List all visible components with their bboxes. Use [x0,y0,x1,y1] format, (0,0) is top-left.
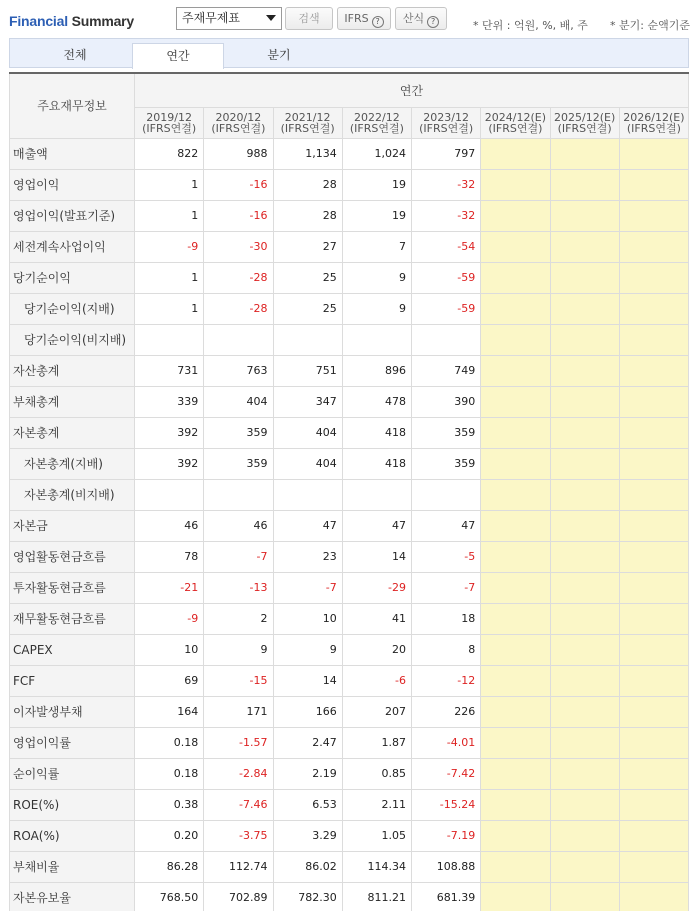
row-label[interactable]: 세전계속사업이익 [10,231,135,262]
table-cell [619,231,688,262]
row-label[interactable]: 자산총계 [10,355,135,386]
table-cell: 404 [273,448,342,479]
table-cell [550,882,619,911]
table-cell: 46 [204,510,273,541]
table-row [10,355,689,386]
table-cell [550,448,619,479]
table-cell [550,820,619,851]
period-year: 2024/12(E) [484,110,546,124]
table-cell: -12 [412,665,481,696]
table-cell [619,510,688,541]
select-value: 주재무제표 [182,11,240,25]
period-basis: (IFRS연결) [280,121,335,135]
table-cell [481,417,550,448]
table-cell: 19 [342,169,411,200]
financial-summary-table [9,72,689,911]
table-cell [412,479,481,510]
table-cell: 2.11 [342,789,411,820]
period-header [412,107,481,138]
table-cell [481,727,550,758]
row-label[interactable]: 당기순이익 [10,262,135,293]
table-cell: 8 [412,634,481,665]
row-label: 자본총계(지배) [10,448,135,479]
table-cell: 14 [273,665,342,696]
table-cell: 226 [412,696,481,727]
table-cell [481,262,550,293]
row-label[interactable]: 부채비율 [10,851,135,882]
table-cell: -21 [135,572,204,603]
table-cell: 164 [135,696,204,727]
table-cell: 768.50 [135,882,204,911]
table-cell: -15 [204,665,273,696]
table-cell: 108.88 [412,851,481,882]
row-label[interactable]: 자본유보율 [10,882,135,911]
table-cell: -7 [204,541,273,572]
table-cell: -32 [412,169,481,200]
period-header [273,107,342,138]
period-header [342,107,411,138]
row-label: 당기순이익(지배) [10,293,135,324]
table-cell: 392 [135,448,204,479]
row-label[interactable]: 이자발생부채 [10,696,135,727]
table-cell: 207 [342,696,411,727]
table-cell: 347 [273,386,342,417]
ifrs-help-button[interactable] [337,7,391,30]
table-cell: -28 [204,262,273,293]
table-cell: 359 [204,417,273,448]
table-cell: -7 [412,572,481,603]
table-cell [550,262,619,293]
table-cell [619,634,688,665]
table-cell [481,882,550,911]
period-tabs [9,38,689,68]
table-cell [619,324,688,355]
period-basis: (IFRS연결) [349,121,404,135]
table-cell: 822 [135,138,204,169]
title-part2: Summary [71,13,135,29]
table-row [10,541,689,572]
table-cell: -59 [412,293,481,324]
table-cell [481,293,550,324]
table-row [10,789,689,820]
table-cell [204,324,273,355]
table-cell [619,603,688,634]
table-cell: 23 [273,541,342,572]
table-cell [481,479,550,510]
table-cell [619,262,688,293]
table-cell [619,851,688,882]
row-label[interactable]: 영업이익(발표기준) [10,200,135,231]
table-cell [550,758,619,789]
tab-quarterly[interactable]: 분기 [267,48,291,62]
table-cell [619,448,688,479]
period-header [481,107,550,138]
table-cell [481,541,550,572]
table-cell [550,572,619,603]
chevron-down-icon [266,15,276,21]
tab-annual[interactable]: 연간 [132,43,224,69]
quarter-note: * 분기: 순액기준 [610,19,690,32]
table-cell [619,727,688,758]
table-cell: 14 [342,541,411,572]
table-cell [412,324,481,355]
row-label[interactable]: 투자활동현금흐름 [10,572,135,603]
table-cell [550,386,619,417]
table-cell: 797 [412,138,481,169]
table-row [10,572,689,603]
table-cell: -30 [204,231,273,262]
formula-help-button[interactable] [395,7,447,30]
table-cell [135,324,204,355]
table-cell: 46 [135,510,204,541]
table-row [10,448,689,479]
table-cell: 782.30 [273,882,342,911]
table-cell: 359 [204,448,273,479]
question-icon: ? [427,16,439,28]
row-label[interactable]: ROE(%) [10,789,135,820]
table-cell [619,200,688,231]
table-cell: 112.74 [204,851,273,882]
row-label[interactable]: FCF [10,665,135,696]
table-cell [481,169,550,200]
table-row [10,758,689,789]
table-cell: 404 [204,386,273,417]
table-cell: 681.39 [412,882,481,911]
table-cell [481,851,550,882]
table-cell [619,293,688,324]
table-cell: 731 [135,355,204,386]
table-cell: 2.47 [273,727,342,758]
table-cell [619,138,688,169]
table-cell: 20 [342,634,411,665]
row-label[interactable]: 영업이익률 [10,727,135,758]
period-year: 2021/12 [284,110,331,124]
period-basis: (IFRS연결) [488,121,543,135]
table-row [10,820,689,851]
table-cell [481,324,550,355]
table-cell [135,479,204,510]
table-cell: -5 [412,541,481,572]
period-year: 2026/12(E) [623,110,685,124]
table-cell [481,448,550,479]
table-cell: 1 [135,262,204,293]
table-cell [481,510,550,541]
table-cell: 359 [412,417,481,448]
table-cell [550,417,619,448]
table-row [10,603,689,634]
table-cell: 418 [342,448,411,479]
period-year: 2020/12 [215,110,262,124]
tab-all[interactable]: 전체 [63,48,87,62]
table-cell: 25 [273,262,342,293]
row-label[interactable]: 영업활동현금흐름 [10,541,135,572]
table-cell [204,479,273,510]
table-row [10,200,689,231]
table-row [10,510,689,541]
table-cell [550,169,619,200]
table-cell: 1 [135,169,204,200]
table-cell: 1,024 [342,138,411,169]
table-cell: 702.89 [204,882,273,911]
table-cell: 78 [135,541,204,572]
table-cell: -13 [204,572,273,603]
table-cell: 47 [342,510,411,541]
table-cell: -16 [204,169,273,200]
period-header [619,107,688,138]
table-cell: -6 [342,665,411,696]
table-cell: 9 [204,634,273,665]
table-cell [550,665,619,696]
table-cell: 9 [273,634,342,665]
toolbar [0,0,690,38]
row-label: 당기순이익(비지배) [10,324,135,355]
table-cell: 751 [273,355,342,386]
table-cell: -7.19 [412,820,481,851]
table-cell: -28 [204,293,273,324]
table-cell [550,510,619,541]
table-cell: -2.84 [204,758,273,789]
table-row [10,634,689,665]
table-row [10,696,689,727]
table-cell: 10 [273,603,342,634]
table-cell: 47 [412,510,481,541]
table-cell [342,324,411,355]
table-cell [550,851,619,882]
table-cell: 3.29 [273,820,342,851]
question-icon: ? [372,16,384,28]
row-label[interactable]: 영업이익 [10,169,135,200]
table-cell: 478 [342,386,411,417]
row-label[interactable]: 순이익률 [10,758,135,789]
table-cell: 0.18 [135,758,204,789]
period-basis: (IFRS연결) [626,121,681,135]
table-cell: 2.19 [273,758,342,789]
table-row [10,231,689,262]
table-cell [619,541,688,572]
table-cell: 418 [342,417,411,448]
table-cell: -1.57 [204,727,273,758]
table-cell: 392 [135,417,204,448]
table-row [10,262,689,293]
calc-label: 산식 [402,12,425,25]
table-cell [550,479,619,510]
period-year: 2022/12 [354,110,400,124]
table-cell: 763 [204,355,273,386]
table-cell [619,479,688,510]
table-cell [550,696,619,727]
period-header [135,107,204,138]
table-cell: -9 [135,231,204,262]
table-cell [619,572,688,603]
table-cell: 404 [273,417,342,448]
table-cell: 114.34 [342,851,411,882]
table-cell [481,386,550,417]
table-cell [619,696,688,727]
table-cell [550,634,619,665]
unit-note: * 단위 : 억원, %, 배, 주 [473,19,588,32]
table-cell: 86.28 [135,851,204,882]
table-cell [619,417,688,448]
table-cell: 0.20 [135,820,204,851]
table-cell: -9 [135,603,204,634]
table-cell [273,324,342,355]
table-cell [481,572,550,603]
table-cell: 0.85 [342,758,411,789]
group-label-annual: 연간 [135,73,689,107]
table-cell [481,231,550,262]
table-cell: -3.75 [204,820,273,851]
row-label: 자본총계(비지배) [10,479,135,510]
table-cell: 390 [412,386,481,417]
period-basis: (IFRS연결) [557,121,612,135]
period-header [550,107,619,138]
table-row [10,665,689,696]
title-part1: Financial [9,13,68,29]
table-row [10,851,689,882]
table-cell: 811.21 [342,882,411,911]
table-cell [619,789,688,820]
table-cell [481,665,550,696]
table-cell: -7 [273,572,342,603]
table-cell [481,355,550,386]
table-cell [481,820,550,851]
table-cell: 988 [204,138,273,169]
table-cell [550,324,619,355]
table-cell: 28 [273,200,342,231]
table-row [10,138,689,169]
period-year: 2023/12 [423,110,469,124]
table-cell: 171 [204,696,273,727]
table-row [10,727,689,758]
table-cell: -7.46 [204,789,273,820]
period-basis: (IFRS연결) [142,121,197,135]
table-cell: 1,134 [273,138,342,169]
table-cell [481,696,550,727]
search-button[interactable]: 검색 [285,7,333,30]
table-cell: 25 [273,293,342,324]
table-cell [481,789,550,820]
row-label[interactable]: ROA(%) [10,820,135,851]
table-cell: 339 [135,386,204,417]
table-cell: -29 [342,572,411,603]
period-basis: (IFRS연결) [211,121,266,135]
table-cell: 1.87 [342,727,411,758]
table-cell [550,541,619,572]
table-cell: 166 [273,696,342,727]
table-cell [619,169,688,200]
table-cell: 41 [342,603,411,634]
table-cell [619,820,688,851]
table-cell: 27 [273,231,342,262]
table-cell: 7 [342,231,411,262]
table-cell: 1 [135,200,204,231]
table-cell [481,634,550,665]
table-cell [550,727,619,758]
table-cell [481,603,550,634]
page-title [9,13,134,29]
table-cell: 359 [412,448,481,479]
row-label[interactable]: CAPEX [10,634,135,665]
table-row [10,386,689,417]
table-cell: 18 [412,603,481,634]
table-cell [273,479,342,510]
row-label[interactable]: 부채총계 [10,386,135,417]
table-cell [550,231,619,262]
table-row [10,417,689,448]
table-cell: -59 [412,262,481,293]
period-basis: (IFRS연결) [419,121,474,135]
table-cell [481,758,550,789]
table-cell: 10 [135,634,204,665]
table-cell: 69 [135,665,204,696]
row-label[interactable]: 재무활동현금흐름 [10,603,135,634]
table-cell: -15.24 [412,789,481,820]
table-cell: 1 [135,293,204,324]
row-label[interactable]: 매출액 [10,138,135,169]
table-cell [550,293,619,324]
table-cell: 0.38 [135,789,204,820]
table-cell [619,355,688,386]
table-row [10,882,689,911]
table-cell [481,138,550,169]
table-cell: -7.42 [412,758,481,789]
table-cell [619,758,688,789]
corner-label: 주요재무정보 [10,73,135,138]
table-cell: -16 [204,200,273,231]
table-cell [342,479,411,510]
table-cell: 1.05 [342,820,411,851]
statement-type-select[interactable] [176,7,282,30]
table-cell: 749 [412,355,481,386]
table-row [10,293,689,324]
table-row [10,169,689,200]
table-cell: 86.02 [273,851,342,882]
table-cell [550,138,619,169]
row-label[interactable]: 자본금 [10,510,135,541]
table-cell: 9 [342,262,411,293]
table-cell: 2 [204,603,273,634]
table-cell: -4.01 [412,727,481,758]
table-cell: 9 [342,293,411,324]
table-cell: 47 [273,510,342,541]
period-year: 2025/12(E) [554,110,616,124]
table-cell [550,603,619,634]
table-cell [481,200,550,231]
table-cell [619,665,688,696]
table-cell: -54 [412,231,481,262]
table-cell: 896 [342,355,411,386]
table-cell [550,789,619,820]
table-cell: -32 [412,200,481,231]
table-cell [619,386,688,417]
table-cell: 28 [273,169,342,200]
ifrs-label: IFRS [344,12,369,25]
period-header [204,107,273,138]
table-row [10,479,689,510]
table-cell [550,355,619,386]
table-cell: 6.53 [273,789,342,820]
table-cell: 19 [342,200,411,231]
table-cell [550,200,619,231]
table-row [10,324,689,355]
table-cell [619,882,688,911]
period-year: 2019/12 [146,110,192,124]
row-label[interactable]: 자본총계 [10,417,135,448]
table-cell: 0.18 [135,727,204,758]
